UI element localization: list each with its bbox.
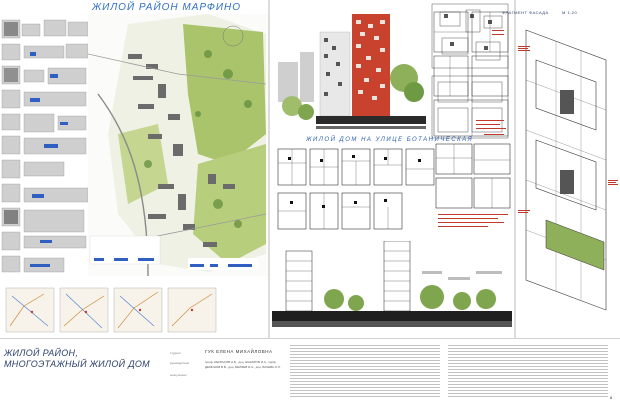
consultant-label: консультант xyxy=(170,373,187,377)
building-section xyxy=(272,241,512,336)
apartment-plans xyxy=(434,142,512,242)
facade-panel xyxy=(502,0,620,338)
project-title-line2: МНОГОЭТАЖНЫЙ ЖИЛОЙ ДОМ xyxy=(4,359,150,369)
facade-title: ФРАГМЕНТ ФАСАДА xyxy=(502,10,549,15)
main-title: ЖИЛОЙ РАЙОН МАРФИНО xyxy=(92,2,242,13)
facade-scale: М 1:20 xyxy=(562,10,578,15)
author-name: ГУК ЕЛЕНА МИХАЙЛОВНА xyxy=(205,349,273,354)
page-number: 8 xyxy=(610,395,613,400)
description-text-1 xyxy=(290,345,440,399)
author-label: студент xyxy=(170,351,181,355)
floor-plans xyxy=(276,145,436,235)
project-title-line1: ЖИЛОЙ РАЙОН, xyxy=(4,348,79,358)
thumbnail-column xyxy=(0,18,90,288)
tower-render xyxy=(276,2,426,137)
building-caption: ЖИЛОЙ ДОМ НА УЛИЦЕ БОТАНИЧЕСКАЯ xyxy=(306,137,474,143)
supervisor-names: проф. НЕКРАСОВ А.Б., доц. ШАКАРОВ И.А., проф. ДЕМИНОВ В.В., доц. БЕЛЯЕВ И.А., доц. БАЧЕВА О.Л. xyxy=(205,360,281,369)
site-diagrams xyxy=(4,286,264,336)
masterplan-map xyxy=(88,14,268,276)
description-text-2 xyxy=(448,345,608,399)
supervisor-label: руководители xyxy=(170,361,190,365)
typical-floor-plans xyxy=(432,10,512,140)
masterplan-panel xyxy=(0,0,268,338)
facade-axonometric xyxy=(516,20,620,320)
title-block xyxy=(0,338,620,404)
